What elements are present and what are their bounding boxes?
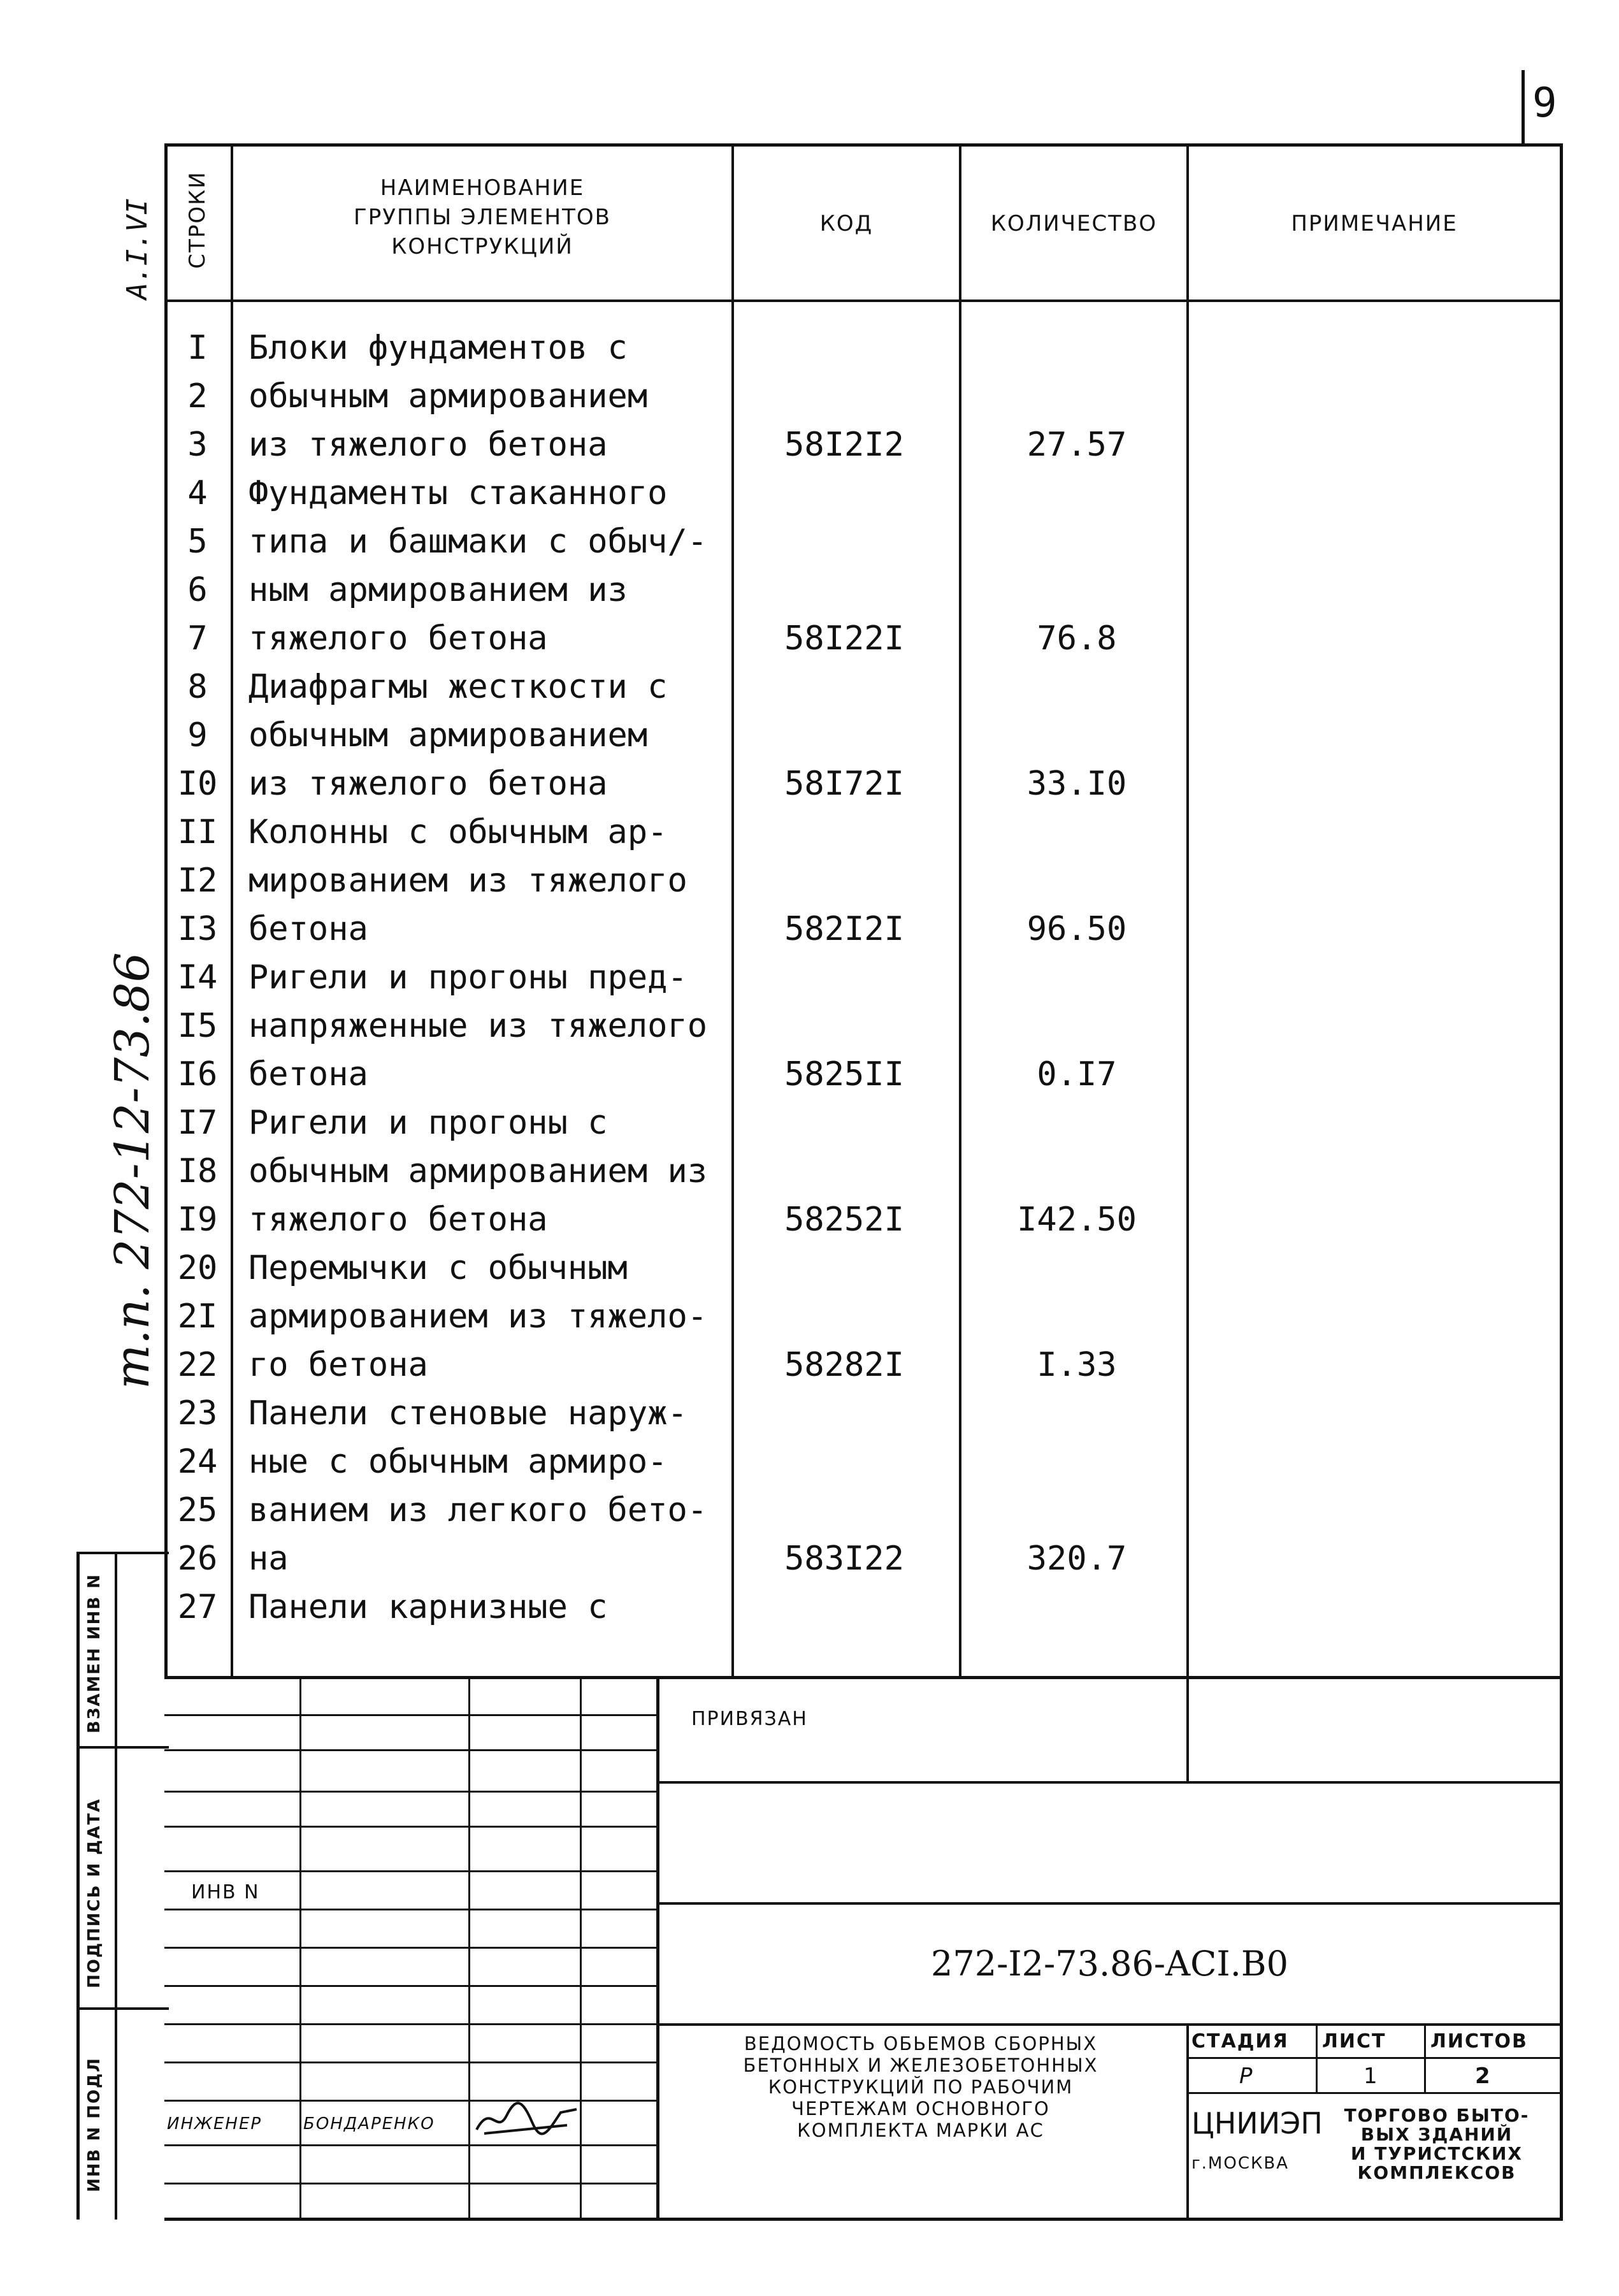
row-name: го бетона xyxy=(248,1346,428,1384)
page-number-divider xyxy=(1522,70,1525,143)
row-name: на xyxy=(248,1540,289,1578)
row-name: Колонны с обычным ар- xyxy=(248,813,668,851)
row-name: бетона xyxy=(248,910,368,948)
privyazan-label: ПРИВЯЗАН xyxy=(691,1708,808,1730)
margin-label-podpis: ПОДПИСЬ И ДАТА xyxy=(85,1798,104,1988)
row-code: 583I22 xyxy=(784,1540,904,1578)
margin-label-vzamen: ВЗАМЕН ИНВ N xyxy=(85,1573,104,1733)
organization-name: ЦНИИЭП xyxy=(1191,2106,1323,2141)
stamp-grid-h4 xyxy=(164,1826,658,1828)
archive-mark: A.I.VI xyxy=(121,198,154,300)
stamp-grid-h3 xyxy=(164,1791,658,1793)
row-name: ванием из легкого бето- xyxy=(248,1491,708,1529)
row-code: 58282I xyxy=(784,1346,904,1384)
stamp-stage-left xyxy=(1186,2023,1189,2220)
header-name-line: КОНСТРУКЦИЙ xyxy=(391,234,573,259)
row-name: армированием из тяжело- xyxy=(248,1297,708,1336)
sheet-label: ЛИСТ xyxy=(1322,2030,1386,2053)
department-line: ВЫХ ЗДАНИЙ xyxy=(1360,2124,1513,2145)
margin-outer-left xyxy=(76,1552,80,2220)
row-number: 20 xyxy=(177,1249,218,1287)
row-code: 58I72I xyxy=(784,765,904,803)
margin-top xyxy=(76,1552,169,1554)
row-number: 5 xyxy=(187,523,208,561)
row-code: 582I2I xyxy=(784,910,904,948)
department-line: ТОРГОВО БЫТО- xyxy=(1344,2105,1530,2126)
row-name: тяжелого бетона xyxy=(248,1201,548,1239)
row-name: тяжелого бетона xyxy=(248,619,548,658)
header-row-label: СТРОКИ xyxy=(185,171,210,269)
row-number: 2 xyxy=(187,377,208,415)
sheets-value: 2 xyxy=(1475,2063,1492,2089)
side-doc-number: т.п. 272-12-73.86 xyxy=(105,952,160,1389)
row-name: обычным армированием xyxy=(248,716,648,755)
margin-divider-1 xyxy=(76,1746,169,1749)
row-name: Фундаменты стаканного xyxy=(248,474,668,512)
stamp-grid-h11 xyxy=(164,2100,658,2102)
row-quantity: 76.8 xyxy=(1037,619,1117,658)
row-number: 2I xyxy=(177,1297,218,1336)
stamp-grid-h13 xyxy=(164,2183,658,2184)
header-quantity: КОЛИЧЕСТВО xyxy=(990,211,1158,236)
table-top-border xyxy=(164,143,1563,147)
row-name: обычным армированием xyxy=(248,377,648,415)
stamp-grid-h1 xyxy=(164,1714,658,1716)
row-number: I8 xyxy=(177,1152,218,1190)
row-number: 24 xyxy=(177,1443,218,1481)
row-number: 22 xyxy=(177,1346,218,1384)
signature xyxy=(471,2097,580,2141)
row-quantity: I.33 xyxy=(1037,1346,1117,1384)
row-number: II xyxy=(177,813,218,851)
margin-inner-left xyxy=(115,1552,117,2220)
row-number: I5 xyxy=(177,1007,218,1045)
table-header-bottom-border xyxy=(164,300,1563,302)
row-name: Панели карнизные с xyxy=(248,1588,608,1626)
margin-label-inv: ИНВ N ПОДЛ xyxy=(85,2057,104,2192)
inv-n-label: ИНВ N xyxy=(191,1881,260,1903)
row-number: 25 xyxy=(177,1491,218,1529)
row-quantity: 27.57 xyxy=(1026,426,1127,464)
description-line: ВЕДОМОСТЬ ОБЬЕМОВ СБОРНЫХ xyxy=(744,2033,1098,2054)
department-line: КОМПЛЕКСОВ xyxy=(1357,2162,1516,2183)
row-number: 23 xyxy=(177,1394,218,1433)
stamp-right-h2 xyxy=(656,1902,1563,1905)
row-number: 9 xyxy=(187,716,208,755)
row-number: 3 xyxy=(187,426,208,464)
table-right-border xyxy=(1560,143,1563,2220)
row-name: бетона xyxy=(248,1055,368,1094)
department-line: И ТУРИСТСКИХ xyxy=(1351,2143,1523,2164)
header-note: ПРИМЕЧАНИЕ xyxy=(1291,211,1458,236)
row-name: Блоки фундаментов с xyxy=(248,329,628,367)
row-name: Диафрагмы жесткости с xyxy=(248,668,668,706)
row-code: 5825II xyxy=(784,1055,904,1094)
stamp-right-h3 xyxy=(656,2023,1563,2026)
row-number: 8 xyxy=(187,668,208,706)
row-quantity: I42.50 xyxy=(1017,1201,1137,1239)
header-name-line: НАИМЕНОВАНИЕ xyxy=(380,175,585,201)
surname-label: БОНДАРЕНКО xyxy=(303,2114,435,2134)
role-label: ИНЖЕНЕР xyxy=(167,2114,263,2134)
header-code: КОД xyxy=(819,211,874,236)
row-name: мированием из тяжелого xyxy=(248,862,687,900)
row-quantity: 96.50 xyxy=(1026,910,1127,948)
col-divider-row xyxy=(231,143,233,1678)
row-number: I6 xyxy=(177,1055,218,1094)
row-name: ным армированием из xyxy=(248,571,628,609)
row-number: I2 xyxy=(177,862,218,900)
stamp-stage-h2 xyxy=(1186,2092,1563,2094)
row-number: I3 xyxy=(177,910,218,948)
document-code: 272-I2-73.86-ACI.B0 xyxy=(931,1944,1288,1984)
header-name xyxy=(233,173,731,261)
row-quantity: 33.I0 xyxy=(1026,765,1127,803)
stamp-bottom xyxy=(164,2218,1563,2221)
page-number: 9 xyxy=(1532,80,1557,127)
stamp-grid-h5 xyxy=(164,1870,658,1872)
row-code: 58252I xyxy=(784,1201,904,1239)
row-name: Перемычки с обычным xyxy=(248,1249,628,1287)
row-name: ные с обычным армиро- xyxy=(248,1443,668,1481)
organization-department xyxy=(1313,2106,1561,2183)
row-number: 7 xyxy=(187,619,208,658)
description-line: БЕТОННЫХ И ЖЕЛЕЗОБЕТОННЫХ xyxy=(743,2054,1098,2076)
row-number: 27 xyxy=(177,1588,218,1626)
row-number: I9 xyxy=(177,1201,218,1239)
row-name: типа и башмаки с обыч/- xyxy=(248,523,708,561)
sheets-label: ЛИСТОВ xyxy=(1430,2030,1528,2053)
description-line: КОМПЛЕКТА МАРКИ АС xyxy=(797,2119,1044,2141)
col-divider-code xyxy=(959,143,961,1678)
row-number: 6 xyxy=(187,571,208,609)
stamp-stage-h1 xyxy=(1186,2057,1563,2059)
stamp-grid-h9 xyxy=(164,2023,658,2025)
row-name: Панели стеновые наруж- xyxy=(248,1394,687,1433)
organization-city: г.МОСКВА xyxy=(1191,2154,1290,2173)
row-name: Ригели и прогоны пред- xyxy=(248,958,687,997)
row-number: I0 xyxy=(177,765,218,803)
row-name: напряженные из тяжелого xyxy=(248,1007,708,1045)
stamp-right-h1 xyxy=(656,1781,1563,1784)
row-number: I4 xyxy=(177,958,218,997)
description-line: ЧЕРТЕЖАМ ОСНОВНОГО xyxy=(791,2098,1050,2119)
sheet-value: 1 xyxy=(1364,2063,1379,2089)
stamp-grid-h10 xyxy=(164,2061,658,2063)
row-name: из тяжелого бетона xyxy=(248,426,608,464)
stage-value: Р xyxy=(1239,2063,1254,2089)
document-description xyxy=(663,2033,1179,2141)
row-name: из тяжелого бетона xyxy=(248,765,608,803)
row-quantity: 320.7 xyxy=(1026,1540,1127,1578)
row-number: 4 xyxy=(187,474,208,512)
row-number: 26 xyxy=(177,1540,218,1578)
row-code: 58I22I xyxy=(784,619,904,658)
stamp-grid-h6 xyxy=(164,1909,658,1910)
stage-label: СТАДИЯ xyxy=(1191,2030,1289,2053)
row-name: Ригели и прогоны с xyxy=(248,1104,608,1142)
stamp-grid-h2 xyxy=(164,1749,658,1751)
stamp-grid-h7 xyxy=(164,1947,658,1949)
stamp-grid-h12 xyxy=(164,2144,658,2146)
header-name-line: ГРУППЫ ЭЛЕМЕНТОВ xyxy=(354,205,611,230)
stamp-right-v-note xyxy=(1186,1676,1189,1781)
stamp-grid-h8 xyxy=(164,1985,658,1987)
row-code: 58I2I2 xyxy=(784,426,904,464)
row-quantity: 0.I7 xyxy=(1037,1055,1117,1094)
row-number: I7 xyxy=(177,1104,218,1142)
description-line: КОНСТРУКЦИЙ ПО РАБОЧИМ xyxy=(768,2076,1074,2098)
row-name: обычным армированием из xyxy=(248,1152,708,1190)
row-number: I xyxy=(187,329,208,367)
margin-divider-2 xyxy=(76,2007,169,2010)
stamp-top xyxy=(164,1676,1563,1679)
